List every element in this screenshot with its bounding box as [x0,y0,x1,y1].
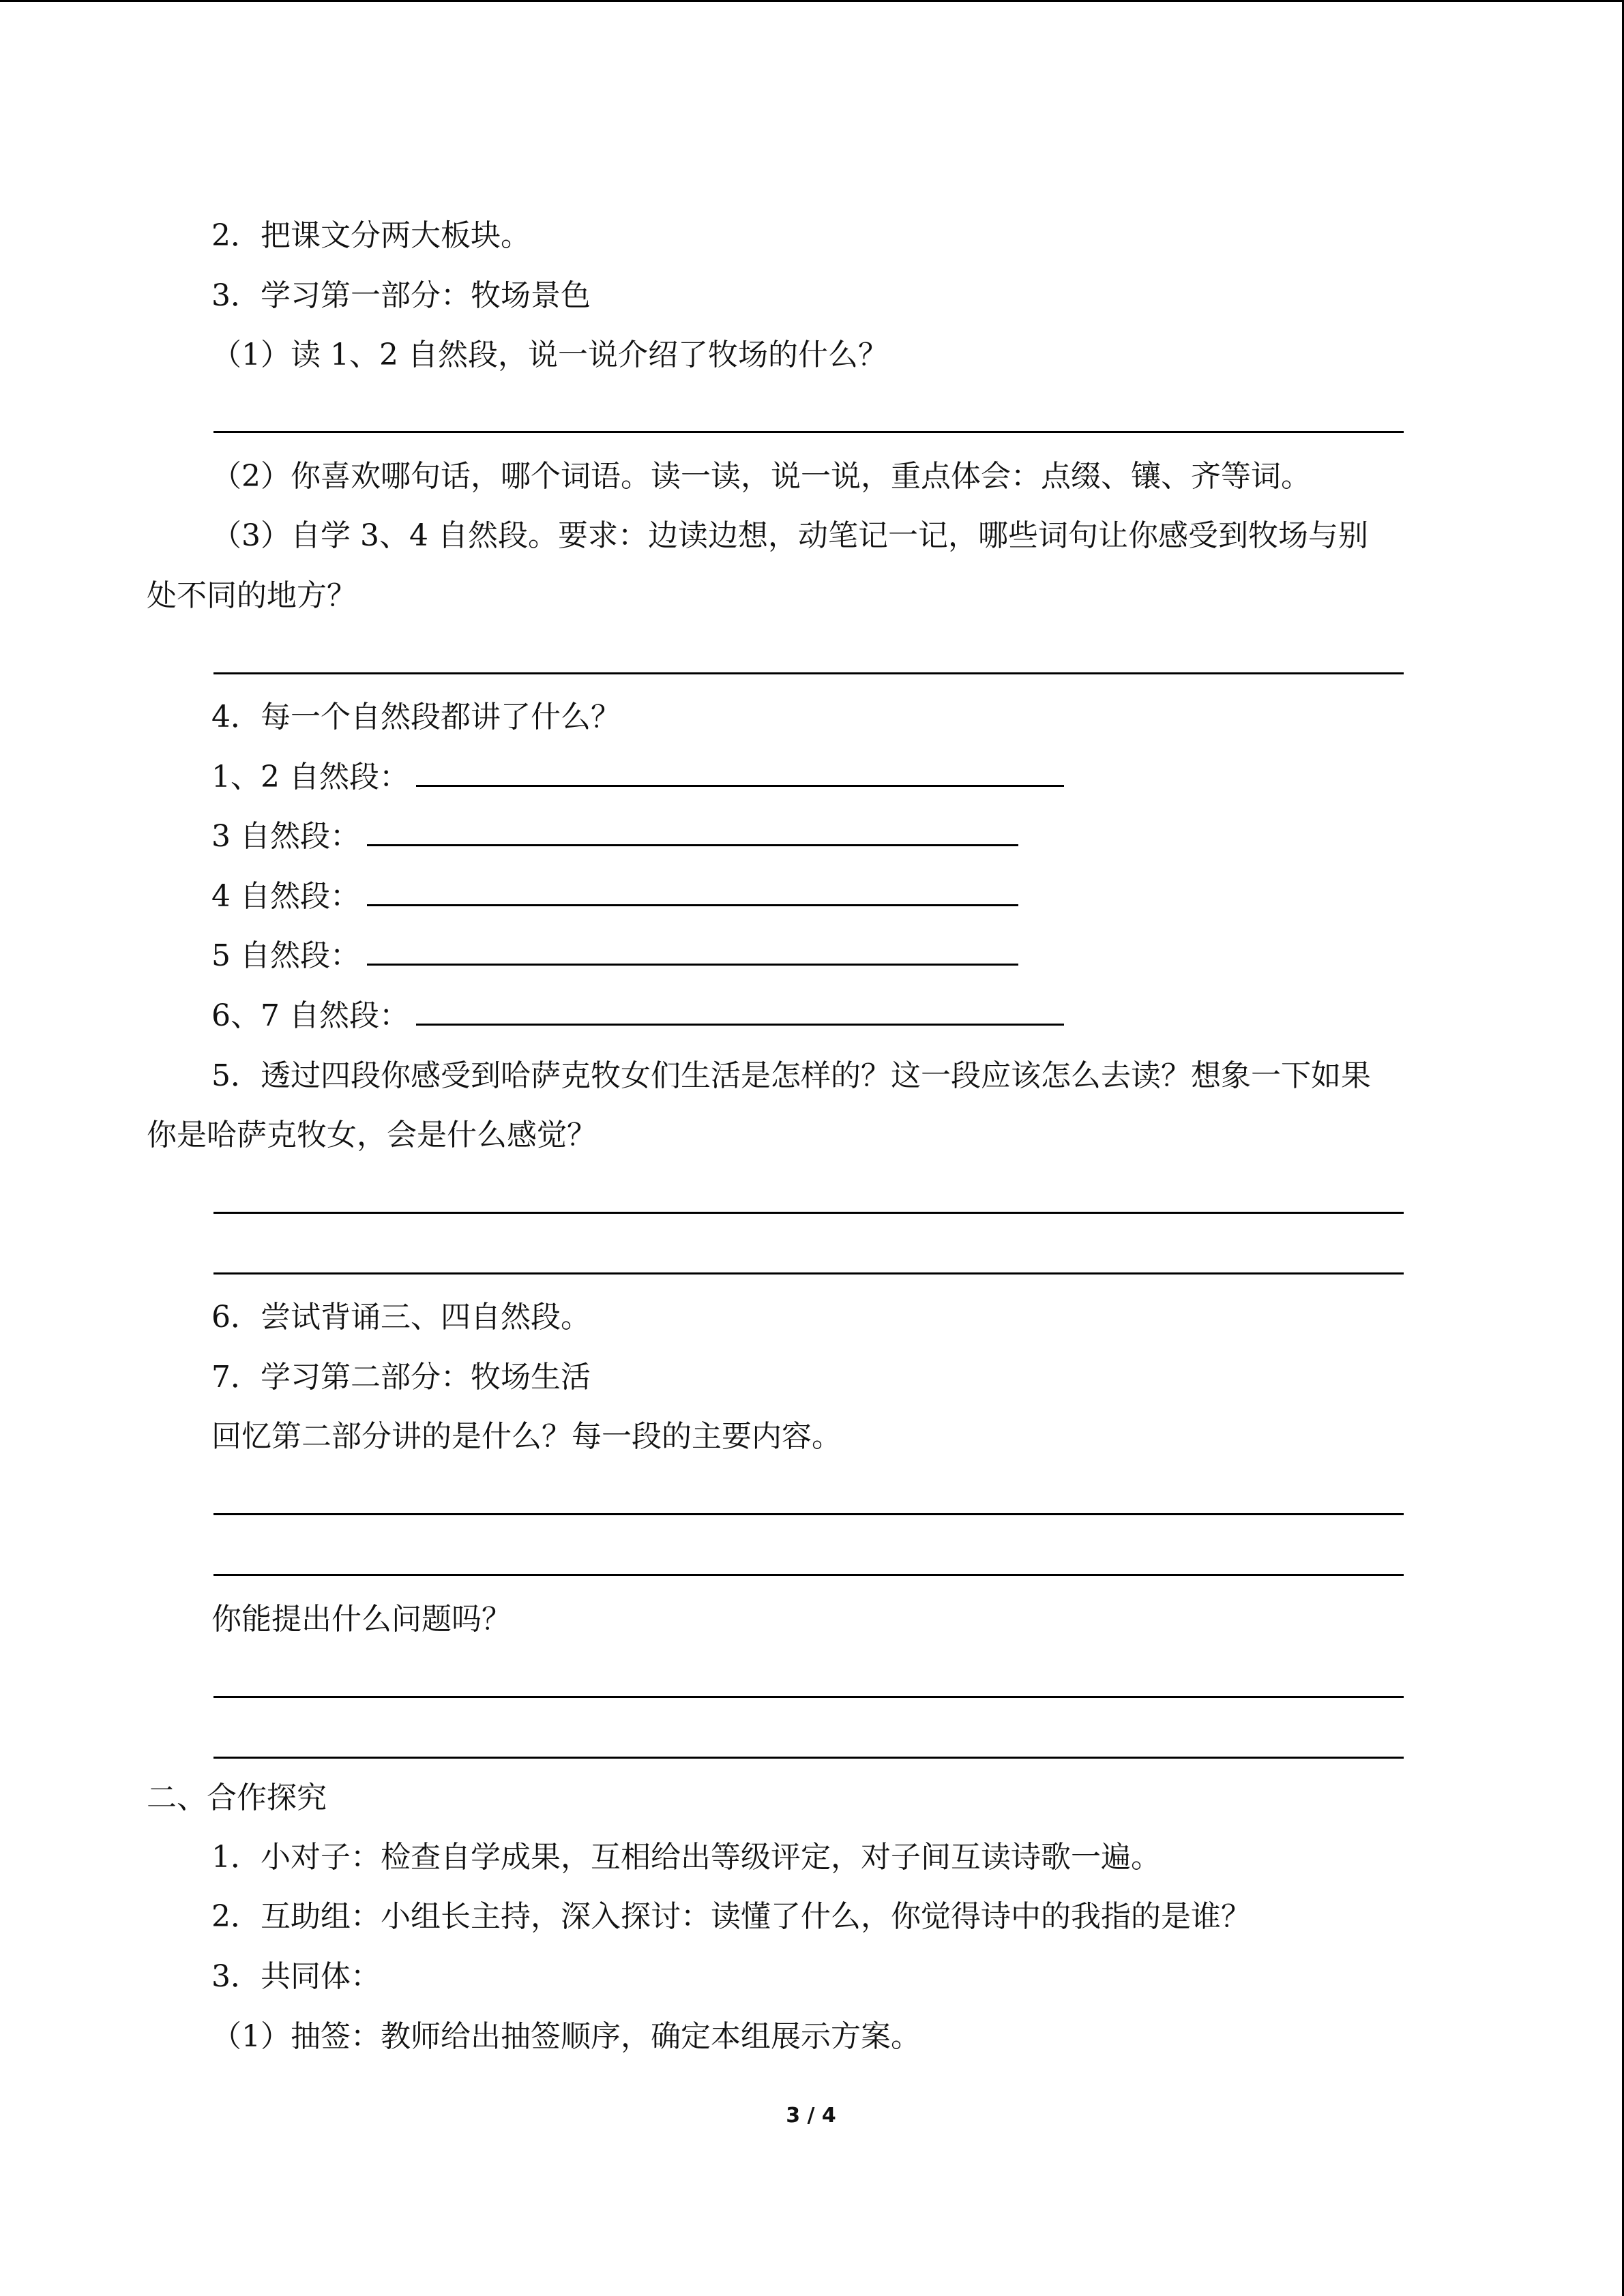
fill-in-line[interactable] [416,779,1064,787]
section-heading-cooperation: 二、合作探究 [147,1780,327,1815]
cooperation-item-1: 1．小对子：检查自学成果，互相给出等级评定，对子间互读诗歌一遍。 [211,1840,1161,1875]
answer-line[interactable] [213,431,1404,433]
item-7-heading: 7．学习第二部分：牧场生活 [211,1360,591,1395]
cooperation-item-3-1: （1）抽签：教师给出抽签顺序，确定本组展示方案。 [211,2019,921,2054]
answer-line[interactable] [213,1574,1404,1576]
paragraph-label: 5 自然段： [211,938,360,973]
paragraph-summary-1-2 [211,758,1064,796]
fill-in-line[interactable] [367,839,1018,846]
paragraph-summary-6-7 [211,997,1064,1035]
page-number: 3 / 4 [786,2104,836,2128]
question-2: （2）你喜欢哪句话，哪个词语。读一读，说一说，重点体会：点缀、镶、齐等词。 [211,459,1311,494]
answer-line[interactable] [213,1696,1404,1698]
cooperation-item-2: 2．互助组：小组长主持，深入探讨：读懂了什么，你觉得诗中的我指的是谁？ [211,1899,1251,1934]
recall-question: 回忆第二部分讲的是什么？每一段的主要内容。 [211,1419,842,1454]
question-1: （1）读 1、2 自然段，说一说介绍了牧场的什么？ [211,338,888,372]
answer-line[interactable] [213,1513,1404,1515]
paragraph-summary-4 [211,878,1018,916]
paragraph-label: 1、2 自然段： [211,760,409,794]
answer-line[interactable] [213,672,1404,674]
paragraph-summary-3 [211,818,1018,856]
answer-line[interactable] [213,1272,1404,1274]
fill-in-line[interactable] [367,958,1018,966]
paragraph-label: 3 自然段： [211,819,360,854]
answer-line[interactable] [213,1212,1404,1214]
cooperation-item-3: 3．共同体： [211,1959,381,1994]
answer-line[interactable] [213,1757,1404,1759]
paragraph-label: 6、7 自然段： [211,998,409,1033]
fill-in-line[interactable] [416,1018,1064,1026]
item-5: 5．透过四段你感受到哈萨克牧女们生活是怎样的？这一段应该怎么去读？想象一下如果 [211,1058,1371,1093]
item-3-heading: 3．学习第一部分：牧场景色 [211,278,591,313]
question-3: （3）自学 3、4 自然段。要求：边读边想，动笔记一记，哪些词句让你感受到牧场与别 [211,518,1368,553]
item-2: 2．把课文分两大板块。 [211,218,531,253]
item-5-continued: 你是哈萨克牧女，会是什么感觉？ [147,1118,597,1152]
item-4: 4．每一个自然段都讲了什么？ [211,700,621,734]
item-6: 6．尝试背诵三、四自然段。 [211,1300,591,1335]
fill-in-line[interactable] [367,899,1018,906]
question-3-continued: 处不同的地方？ [147,578,357,613]
paragraph-label: 4 自然段： [211,879,360,914]
paragraph-summary-5 [211,937,1018,975]
raise-question: 你能提出什么问题吗？ [211,1602,512,1637]
